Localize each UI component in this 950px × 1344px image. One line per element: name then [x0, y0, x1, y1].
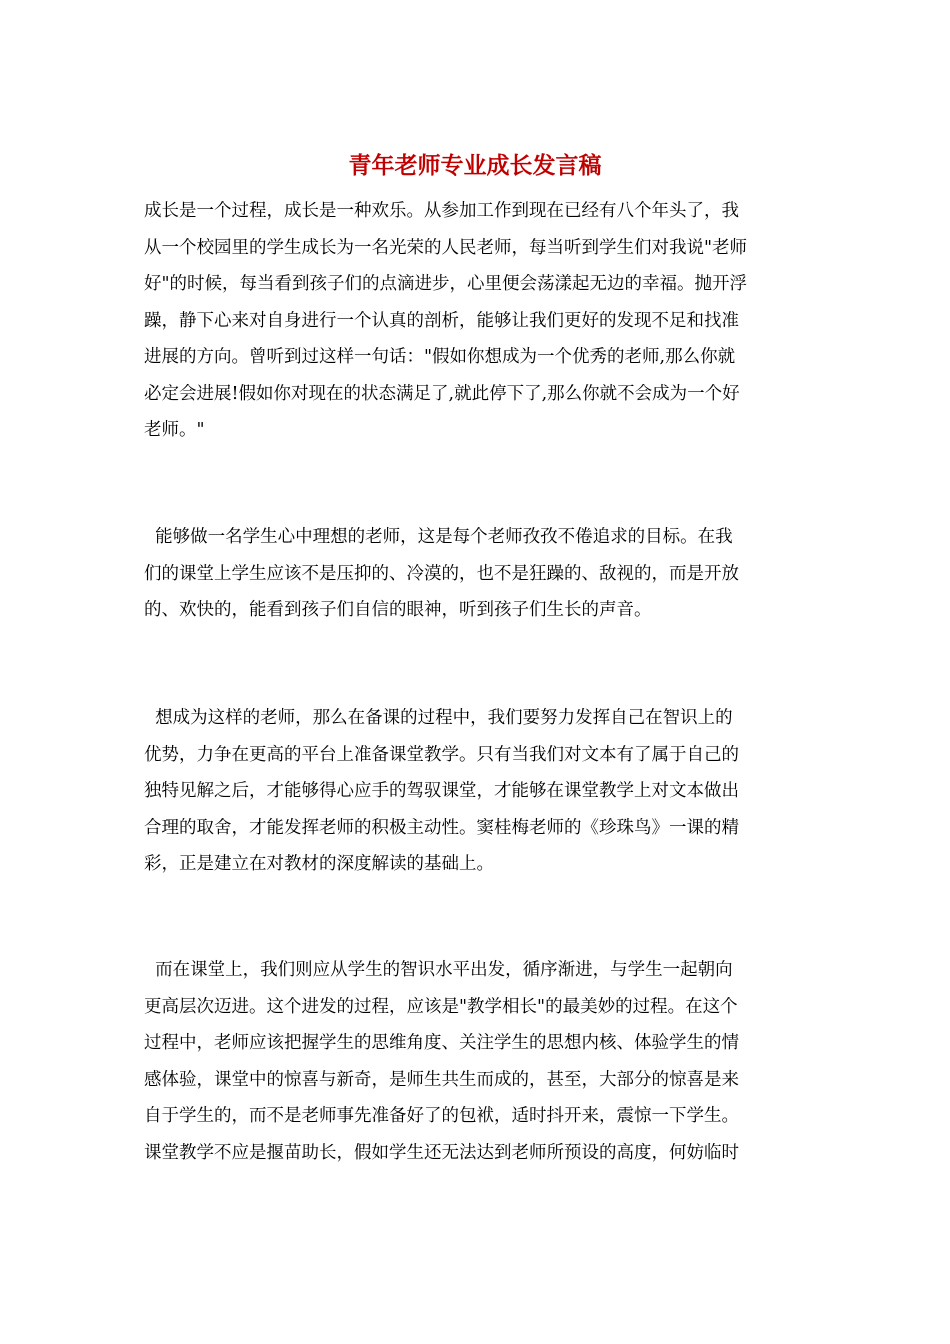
paragraph-line: 过程中，老师应该把握学生的思维角度、关注学生的思想内核、体验学生的情 [144, 1033, 739, 1053]
paragraph-line: 独特见解之后，才能够得心应手的驾驭课堂，才能够在课堂教学上对文本做出 [144, 781, 739, 801]
paragraph-2 [144, 519, 809, 629]
document-title: 青年老师专业成长发言稿 [348, 152, 602, 179]
paragraph-line: 感体验，课堂中的惊喜与新奇，是师生共生而成的，甚至，大部分的惊喜是来 [144, 1069, 739, 1090]
paragraph-line: 躁，静下心来对自身进行一个认真的剖析，能够让我们更好的发现不足和找准 [144, 310, 739, 331]
paragraph-line: 合理的取舍，才能发挥老师的积极主动性。窦桂梅老师的《珍珠鸟》一课的精 [144, 817, 739, 838]
paragraph-line: 而在课堂上，我们则应从学生的智识水平出发，循序渐进，与学生一起朝向 [144, 960, 733, 980]
paragraph-line: 彩，正是建立在对教材的深度解读的基础上。 [144, 854, 494, 874]
paragraph-3 [144, 700, 809, 883]
paragraph-line: 课堂教学不应是揠苗助长，假如学生还无法达到老师所预设的高度，何妨临时 [144, 1142, 739, 1163]
paragraph-line: 能够做一名学生心中理想的老师，这是每个老师孜孜不倦追求的目标。在我 [144, 527, 733, 547]
paragraph-line: 老师。" [144, 420, 205, 440]
paragraph-line: 好"的时候，每当看到孩子们的点滴进步，心里便会荡漾起无边的幸福。抛开浮 [144, 274, 748, 294]
paragraph-line: 想成为这样的老师，那么在备课的过程中，我们要努力发挥自己在智识上的 [144, 708, 733, 728]
paragraph-line: 进展的方向。曾听到过这样一句话："假如你想成为一个优秀的老师,那么你就 [144, 347, 736, 367]
paragraph-line: 优势，力争在更高的平台上准备课堂教学。只有当我们对文本有了属于自己的 [144, 744, 739, 765]
paragraph-4 [144, 952, 809, 1171]
paragraph-line: 从一个校园里的学生成长为一名光荣的人民老师，每当听到学生们对我说"老师 [144, 237, 748, 258]
paragraph-line: 更高层次迈进。这个进发的过程，应该是"教学相长"的最美妙的过程。在这个 [144, 996, 738, 1017]
paragraph-line: 们的课堂上学生应该不是压抑的、冷漠的，也不是狂躁的、敌视的，而是开放 [144, 563, 739, 584]
paragraph-line: 自于学生的，而不是老师事先准备好了的包袱，适时抖开来，震惊一下学生。 [144, 1106, 739, 1126]
paragraph-line: 成长是一个过程，成长是一种欢乐。从参加工作到现在已经有八个年头了，我 [144, 201, 739, 221]
paragraph-line: 必定会进展!假如你对现在的状态满足了,就此停下了,那么你就不会成为一个好 [144, 383, 740, 404]
paragraph-line: 的、欢快的，能看到孩子们自信的眼神，听到孩子们生长的声音。 [144, 600, 652, 620]
paragraph-1 [144, 193, 809, 449]
